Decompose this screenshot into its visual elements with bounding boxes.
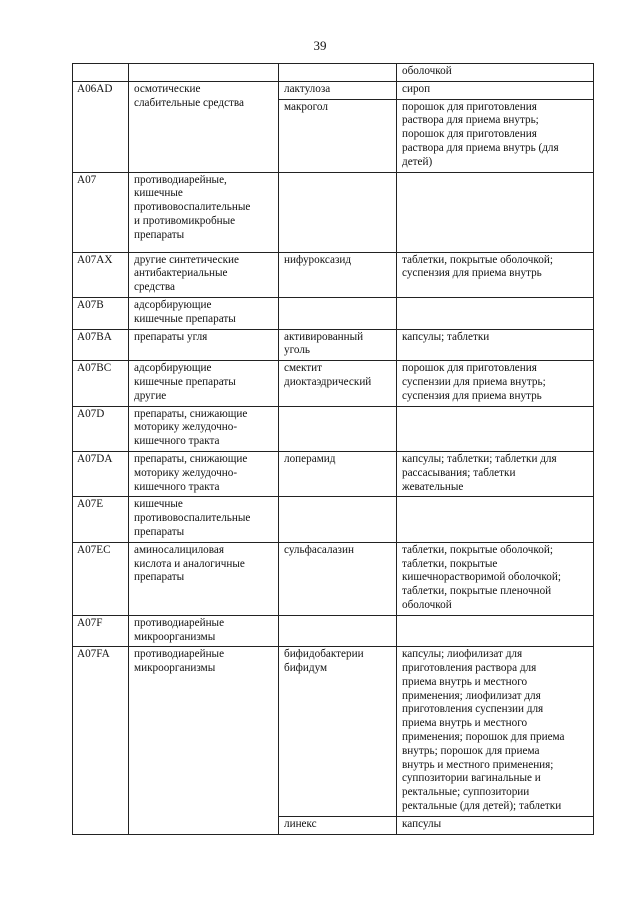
table-row: [73, 172, 594, 252]
atc-code-line: A07EC: [77, 543, 111, 556]
atc-group: [129, 542, 279, 615]
dosage-forms-line: порошок для приготовления: [402, 362, 537, 375]
drug-name: [279, 297, 397, 329]
dosage-forms: [397, 406, 594, 451]
atc-group-line: препараты: [134, 571, 185, 584]
drug-name: [279, 172, 397, 252]
atc-code-line: A06AD: [77, 82, 113, 95]
atc-group-line: препараты: [134, 525, 185, 538]
dosage-forms-line: детей): [402, 155, 433, 168]
atc-group-line: антибактериальные: [134, 267, 228, 280]
atc-group: [129, 172, 279, 252]
atc-code-line: A07B: [77, 298, 104, 311]
dosage-forms: [397, 647, 594, 817]
dosage-forms-line: ректальные; суппозитории: [402, 786, 530, 799]
atc-group: [129, 297, 279, 329]
atc-group-line: другие: [134, 389, 167, 402]
dosage-forms: [397, 361, 594, 406]
atc-code: [73, 542, 129, 615]
atc-group-line: кишечного тракта: [134, 435, 220, 448]
atc-group-line: кишечного тракта: [134, 480, 220, 493]
dosage-forms-line: внутрь и местного применения;: [402, 758, 554, 771]
dosage-forms-line: раствора для приема внутрь (для: [402, 141, 559, 154]
atc-code-line: A07FA: [77, 648, 110, 661]
dosage-forms-line: порошок для приготовления: [402, 100, 537, 113]
atc-group-line: аминосалициловая: [134, 543, 225, 556]
atc-code: [73, 64, 129, 82]
dosage-forms-line: приема внутрь и местного: [402, 717, 528, 730]
dosage-forms: [397, 81, 594, 99]
atc-group-line: препараты, снижающие: [134, 452, 248, 465]
atc-group-line: и противомикробные: [134, 214, 236, 227]
atc-group-line: осмотические: [134, 82, 201, 95]
dosage-forms: [397, 297, 594, 329]
atc-code: [73, 451, 129, 496]
atc-group-line: адсорбирующие: [134, 362, 212, 375]
atc-code: [73, 172, 129, 252]
drug-name: [279, 542, 397, 615]
atc-group-line: средства: [134, 281, 176, 294]
dosage-forms: [397, 542, 594, 615]
drug-name: [279, 361, 397, 406]
atc-group: [129, 647, 279, 834]
table-row: [73, 615, 594, 647]
dosage-forms: [397, 451, 594, 496]
atc-code: [73, 406, 129, 451]
atc-code-line: A07E: [77, 498, 104, 511]
dosage-forms-line: рассасывания; таблетки: [402, 466, 516, 479]
drug-name: [279, 451, 397, 496]
drug-name: [279, 329, 397, 361]
atc-group: [129, 329, 279, 361]
atc-code: [73, 497, 129, 542]
drug-name: [279, 647, 397, 817]
dosage-forms-line: ректальные (для детей); таблетки: [402, 800, 562, 813]
atc-code: [73, 361, 129, 406]
atc-group-line: другие синтетические: [134, 253, 239, 266]
atc-group-line: препараты, снижающие: [134, 407, 248, 420]
atc-group-line: кишечные: [134, 498, 183, 511]
table-row: [73, 451, 594, 496]
drug-name-line: диоктаэдрический: [284, 375, 372, 388]
dosage-forms-line: капсулы: [402, 817, 442, 830]
atc-code: [73, 329, 129, 361]
dosage-forms-line: внутрь; порошок для приема: [402, 744, 540, 757]
dosage-forms: [397, 497, 594, 542]
dosage-forms: [397, 816, 594, 834]
drug-name: [279, 816, 397, 834]
dosage-forms-line: суспензии для приема внутрь;: [402, 375, 546, 388]
drug-name: [279, 497, 397, 542]
table-row: [73, 297, 594, 329]
atc-group-line: препараты угля: [134, 330, 208, 343]
table-row: [73, 252, 594, 297]
atc-code-line: A07F: [77, 616, 103, 629]
dosage-forms: [397, 172, 594, 252]
drug-name: [279, 252, 397, 297]
drug-name-line: нифуроксазид: [284, 253, 352, 266]
drug-name: [279, 81, 397, 99]
drug-name-line: сульфасалазин: [284, 543, 354, 556]
atc-group: [129, 497, 279, 542]
table-row: [73, 497, 594, 542]
table-row: [73, 542, 594, 615]
atc-group: [129, 252, 279, 297]
drug-table: [72, 63, 594, 835]
dosage-forms-line: суппозитории вагинальные и: [402, 772, 541, 785]
dosage-forms-line: капсулы; таблетки; таблетки для: [402, 452, 557, 465]
atc-code: [73, 615, 129, 647]
table-row: [73, 64, 594, 82]
drug-name: [279, 406, 397, 451]
drug-name-line: смектит: [284, 362, 323, 375]
dosage-forms-line: приготовления суспензии для: [402, 703, 544, 716]
dosage-forms-line: суспензия для приема внутрь: [402, 267, 542, 280]
dosage-forms-line: применения; порошок для приема: [402, 731, 565, 744]
atc-code-line: A07DA: [77, 452, 113, 465]
dosage-forms-line: оболочкой: [402, 598, 452, 611]
page-number: 39: [313, 38, 327, 53]
drug-name-line: активированный: [284, 330, 364, 343]
atc-group-line: слабительные средства: [134, 96, 245, 109]
drug-name-line: бифидобактерии: [284, 648, 364, 661]
dosage-forms-line: таблетки, покрытые оболочкой;: [402, 543, 553, 556]
atc-group-line: препараты: [134, 228, 185, 241]
table-row: [73, 647, 594, 817]
atc-group-line: противовоспалительные: [134, 201, 251, 214]
atc-group-line: кишечные препараты: [134, 312, 236, 325]
atc-group-line: микроорганизмы: [134, 630, 216, 643]
dosage-forms-line: сироп: [402, 82, 431, 95]
table-row: [73, 329, 594, 361]
atc-code: [73, 252, 129, 297]
atc-code-line: A07BC: [77, 362, 112, 375]
atc-group: [129, 615, 279, 647]
drug-name-line: лактулоза: [284, 82, 331, 95]
dosage-forms-line: капсулы; таблетки: [402, 330, 490, 343]
atc-group-line: моторику желудочно-: [134, 466, 238, 479]
atc-group: [129, 406, 279, 451]
dosage-forms: [397, 99, 594, 172]
dosage-forms: [397, 329, 594, 361]
atc-group-line: кислота и аналогичные: [134, 557, 245, 570]
atc-code-line: A07AX: [77, 253, 113, 266]
dosage-forms-line: таблетки, покрытые оболочкой;: [402, 253, 553, 266]
dosage-forms-line: оболочкой: [402, 65, 452, 77]
atc-group-line: кишечные препараты: [134, 375, 236, 388]
atc-group-line: противодиарейные: [134, 648, 225, 661]
atc-group-line: противодиарейные: [134, 616, 225, 629]
dosage-forms-line: порошок для приготовления: [402, 128, 537, 141]
dosage-forms-line: раствора для приема внутрь;: [402, 114, 539, 127]
drug-name-line: линекс: [284, 817, 317, 830]
atc-group-line: микроорганизмы: [134, 662, 216, 675]
drug-name: [279, 64, 397, 82]
drug-name: [279, 99, 397, 172]
dosage-forms-line: применения; лиофилизат для: [402, 689, 541, 702]
dosage-forms-line: жевательные: [402, 480, 464, 493]
table-row: [73, 406, 594, 451]
atc-group-line: противодиарейные,: [134, 173, 227, 186]
dosage-forms: [397, 64, 594, 82]
dosage-forms: [397, 252, 594, 297]
dosage-forms-line: капсулы; лиофилизат для: [402, 648, 523, 661]
dosage-forms-line: таблетки, покрытые: [402, 557, 498, 570]
atc-group-line: кишечные: [134, 187, 183, 200]
drug-name-line: бифидум: [284, 662, 328, 675]
dosage-forms: [397, 615, 594, 647]
drug-name-line: макрогол: [284, 100, 328, 113]
atc-code-line: A07D: [77, 407, 105, 420]
drug-name-line: лоперамид: [284, 452, 336, 465]
atc-group-line: моторику желудочно-: [134, 421, 238, 434]
dosage-forms-line: таблетки, покрытые пленочной: [402, 585, 552, 598]
dosage-forms-line: приема внутрь и местного: [402, 675, 528, 688]
dosage-forms-line: приготовления раствора для: [402, 662, 537, 675]
atc-group-line: противовоспалительные: [134, 512, 251, 525]
atc-code-line: A07BA: [77, 330, 112, 343]
drug-name-line: уголь: [284, 344, 311, 357]
dosage-forms-line: суспензия для приема внутрь: [402, 389, 542, 402]
atc-group: [129, 361, 279, 406]
drug-name: [279, 615, 397, 647]
dosage-forms-line: кишечнорастворимой оболочкой;: [402, 571, 561, 584]
table-row: [73, 81, 594, 99]
table-row: [73, 361, 594, 406]
atc-group: [129, 81, 279, 172]
atc-group: [129, 64, 279, 82]
atc-code-line: A07: [77, 173, 97, 186]
atc-code: [73, 297, 129, 329]
atc-group-line: адсорбирующие: [134, 298, 212, 311]
atc-code: [73, 647, 129, 834]
atc-group: [129, 451, 279, 496]
atc-code: [73, 81, 129, 172]
